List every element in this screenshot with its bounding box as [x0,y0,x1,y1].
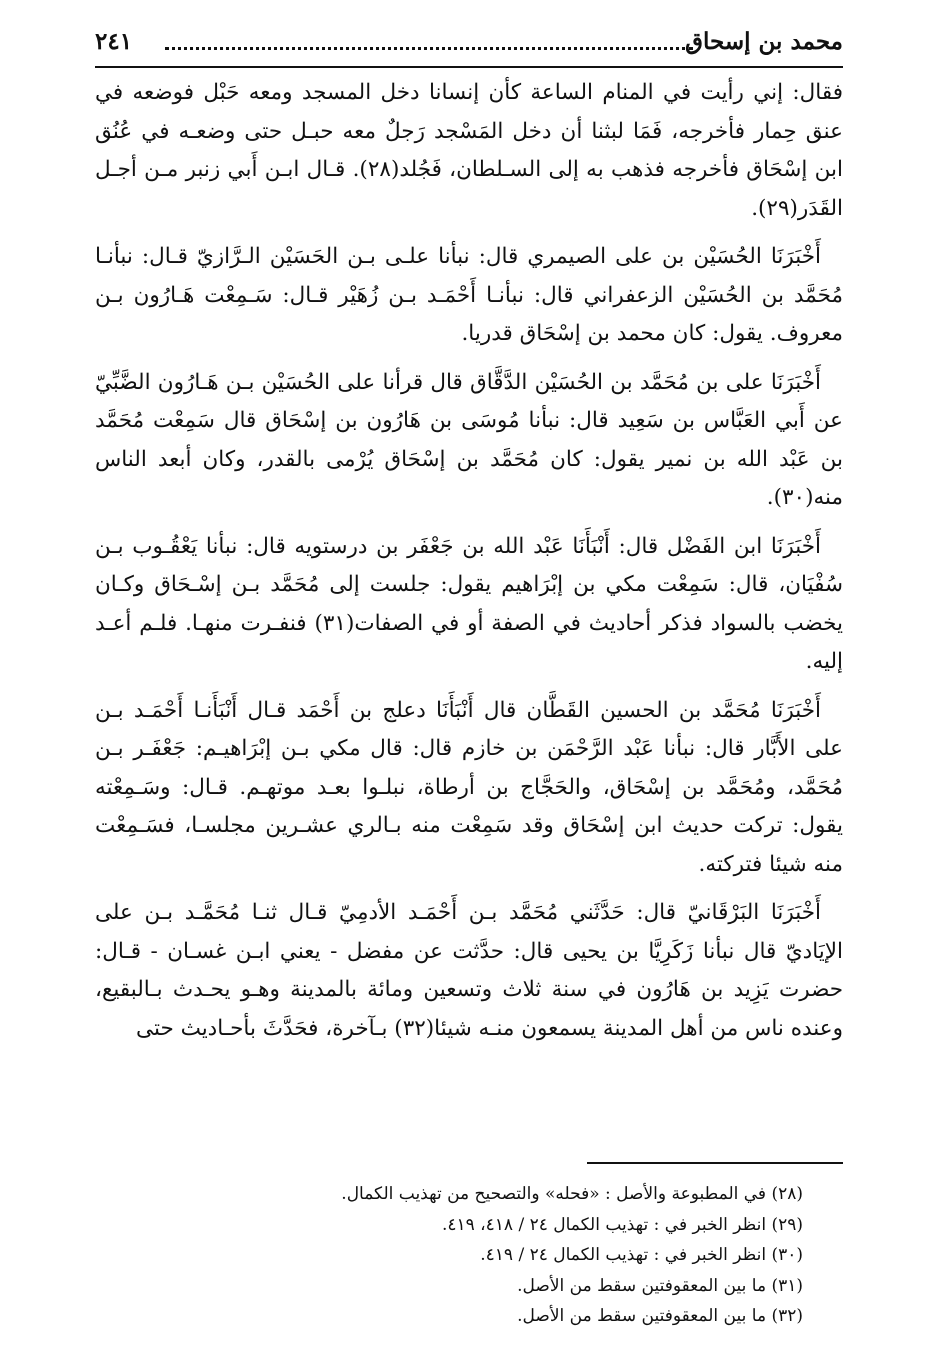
footnote: (٣٠) انظر الخبر في : تهذيب الكمال ٢٤ / ٤١٩. [480,1245,803,1265]
leader-dots [165,47,693,50]
paragraph: أَخْبَرَنَا ابن الفَضْل قال: أَنْبَأَنَا عَبْد الله بن جَعْفَر بن درستويه قال: نبأنا يَعْقُـوب بـن سُفْيَان، قال: سَمِعْت مكي بن إبْرَاهيم يقول: جلست إلى مُحَمَّد بـن إسْـحَاق وكـان يخضب بالسواد فذكر أحاديث في الصفة أو في الصفات(٣١) فنفـرت منهـا. فلـم أعـد إليه. [95,533,844,674]
book-page [95,22,843,1342]
paragraph: أَخْبَرَنَا الحُسَيْن بن على الصيمري قال: نبأنا علـى بـن الحَسَيْن الـرَّازيّ قـال: نبأنـا مُحَمَّد بن الحُسَيْن الزعفراني قال: نبأنـا أَحْمَـد بـن زُهَيْر قـال: سَـمِعْت هَـارُون بـن معروف. يقول: كان محمد بن إسْحَاق قدريا. [95,244,843,346]
page-number: ٢٤١ [95,28,133,55]
running-title: محمد بن إسحاق [685,28,843,55]
paragraph: أَخْبَرَنَا مُحَمَّد بن الحسين القَطَّان قال أَنْبَأَنَا دعلج بن أَحْمَد قـال أَنْبَأَنـا أَحْمَـد بـن على الأَبَّار قال: نبأنا عَبْد الرَّحْمَن بن خازم قال: قال مكي بـن إبْرَاهيـم: جَعْفَـر بـن مُحَمَّد، ومُحَمَّد بن إسْحَاق، والحَجَّاج بن أرطاة، نبلـوا بعـد موتهـم. قـال: وسَـمِعْته يقول: تركت حديث ابن إسْحَاق وقد سَمِعْت منه بـالري عشـرين مجلسـا، فسَـمِعْت منه شيئا فتركته. [95,697,843,877]
body-text [95,74,843,1048]
footnote-divider [587,1162,843,1164]
footnote: (٢٩) انظر الخبر في : تهذيب الكمال ٢٤ / ٤١٨، ٤١٩. [441,1214,803,1235]
footnote: (٢٨) في المطبوعة والأصل : «فحله» والتصحيح من تهذيب الكمال. [341,1184,803,1204]
footnote: (٣٢) ما بين المعقوفتين سقط من الأصل. [517,1306,803,1326]
footnote: (٣١) ما بين المعقوفتين سقط من الأصل. [517,1275,803,1296]
page-header [95,22,843,68]
footnotes [95,1179,803,1332]
paragraph: أَخْبَرَنَا البَرْقَانيّ قال: حَدَّثَني مُحَمَّد بـن أَحْمَـد الأدمِيّ قـال ثنـا مُحَمَّـد بـن على الإيَاديّ قال نبأنا زَكَرِيَّا بن يحيى قال: حدَّثت عن مفضل - يعني ابـن غسـان - قـال: حضرت يَزِيد بن هَارُون في سنة ثلاث وتسعين ومائة بالمدينة وهـو يحـدث بـالبقيع، وعنده ناس من أهل المدينة يسمعون منـه شيئا(٣٢) بـآخرة، فحَدَّثَ بأحـاديث حتى [95,900,843,1041]
paragraph: فقال: إني رأيت في المنام الساعة كأن إنسانا دخل المسجد ومعه حَبْل فوضعه في عنق حِمار فأخرجه، فَمَا لبثنا أن دخل المَسْجد رَجلٌ معه حبـل حتى وضعـه في عُنُق ابن إسْحَاق فأخرجه فذهب به إلى السـلطان، فَجُلد(٢٨). قـال ابـن أَبي زنبر مـن أجـل القَدَر(٢٩). [95,80,843,221]
paragraph: أَخْبَرَنَا على بن مُحَمَّد بن الحُسَيْن الدَّقَّاق قال قرأنا على الحُسَيْن بـن هَـارُون الضَّبِّيّ عن أَبي العَبَّاس بن سَعِيد قال: نبأنا مُوسَى بن هَارُون بن إسْحَاق قال سَمِعْت مُحَمَّد بن عَبْد الله بن نمير يقول: كان مُحَمَّد بن إسْحَاق يُرْمى بالقدر، وكان أبعد الناس منه(٣٠). [95,369,843,510]
